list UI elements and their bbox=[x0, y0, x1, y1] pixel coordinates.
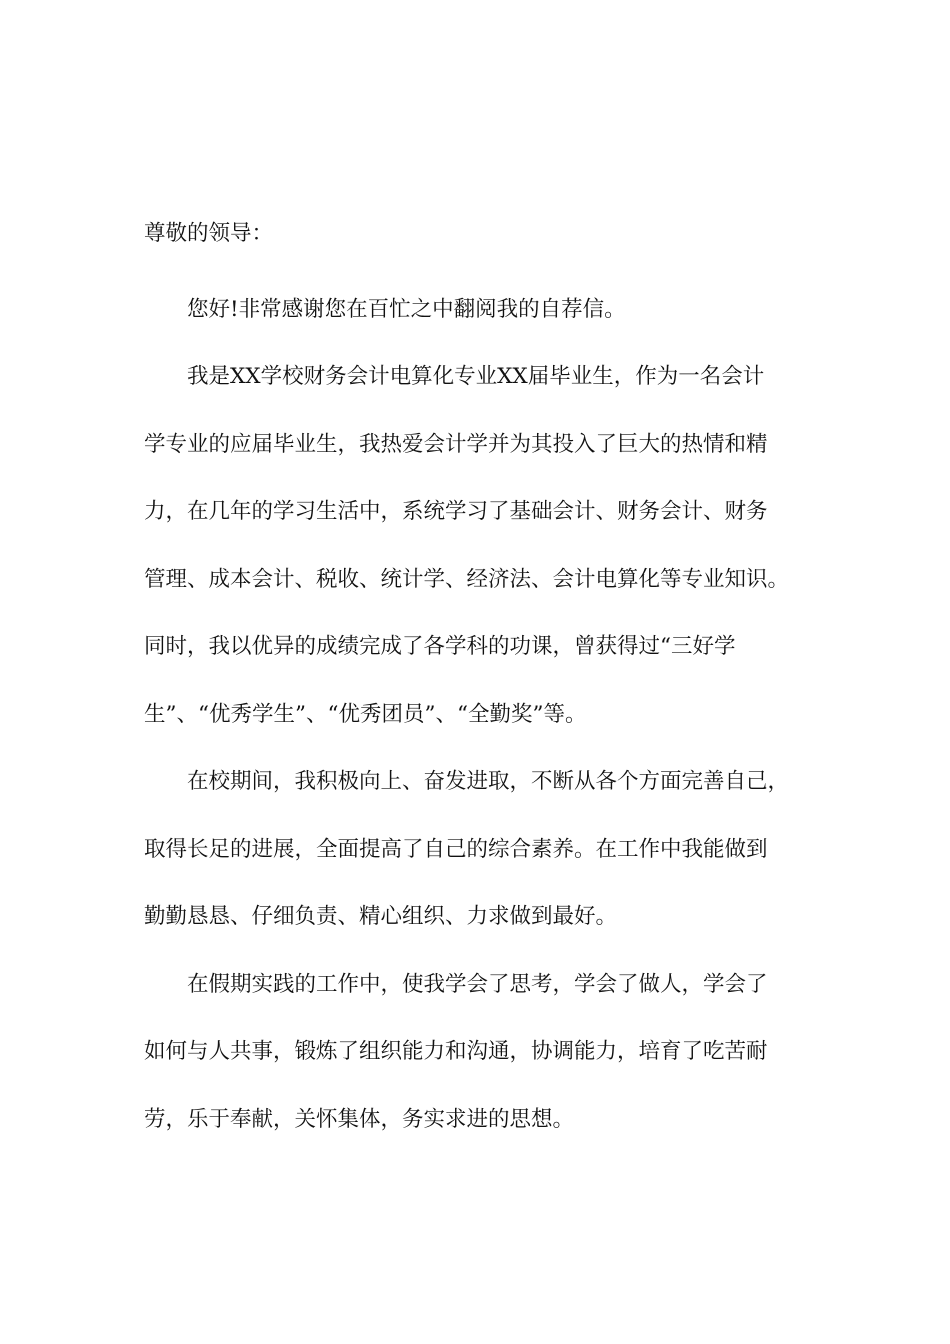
cover-letter-body bbox=[144, 200, 814, 1153]
paragraph-4-line-1: 在假期实践的工作中，使我学会了思考，学会了做人，学会了 bbox=[187, 971, 768, 997]
paragraph-2-line-4: 管理、成本会计、税收、统计学、经济法、会计电算化等专业知识。 bbox=[144, 566, 790, 592]
paragraph-3-line-1: 在校期间，我积极向上、奋发进取，不断从各个方面完善自己， bbox=[187, 769, 790, 794]
paragraph-2-line-1: 我是XX学校财务会计电算化专业XX届毕业生，作为一名会计 bbox=[187, 364, 765, 389]
paragraph-3-line-3: 勤勤恳恳、仔细负责、精心组织、力求做到最好。 bbox=[144, 904, 618, 929]
paragraph-2-line-6: 生”、“优秀学生”、“优秀团员”、“全勤奖”等。 bbox=[144, 701, 587, 727]
paragraph-4-line-2: 如何与人共事，锻炼了组织能力和沟通，协调能力，培育了吃苦耐 bbox=[144, 1039, 768, 1064]
paragraph-1-line-1: 您好!非常感谢您在百忙之中翻阅我的自荐信。 bbox=[187, 296, 626, 322]
salutation: 尊敬的领导： bbox=[144, 221, 274, 246]
paragraph-2-line-2: 学专业的应届毕业生，我热爱会计学并为其投入了巨大的热情和精 bbox=[144, 431, 768, 457]
paragraph-4-line-3: 劳，乐于奉献，关怀集体，务实求进的思想。 bbox=[144, 1106, 575, 1132]
paragraph-2-line-5: 同时，我以优异的成绩完成了各学科的功课，曾获得过“三好学 bbox=[144, 634, 736, 659]
paragraph-2-line-3: 力，在几年的学习生活中，系统学习了基础会计、财务会计、财务 bbox=[144, 499, 768, 524]
paragraph-3-line-2: 取得长足的进展，全面提高了自己的综合素养。在工作中我能做到 bbox=[144, 836, 768, 862]
